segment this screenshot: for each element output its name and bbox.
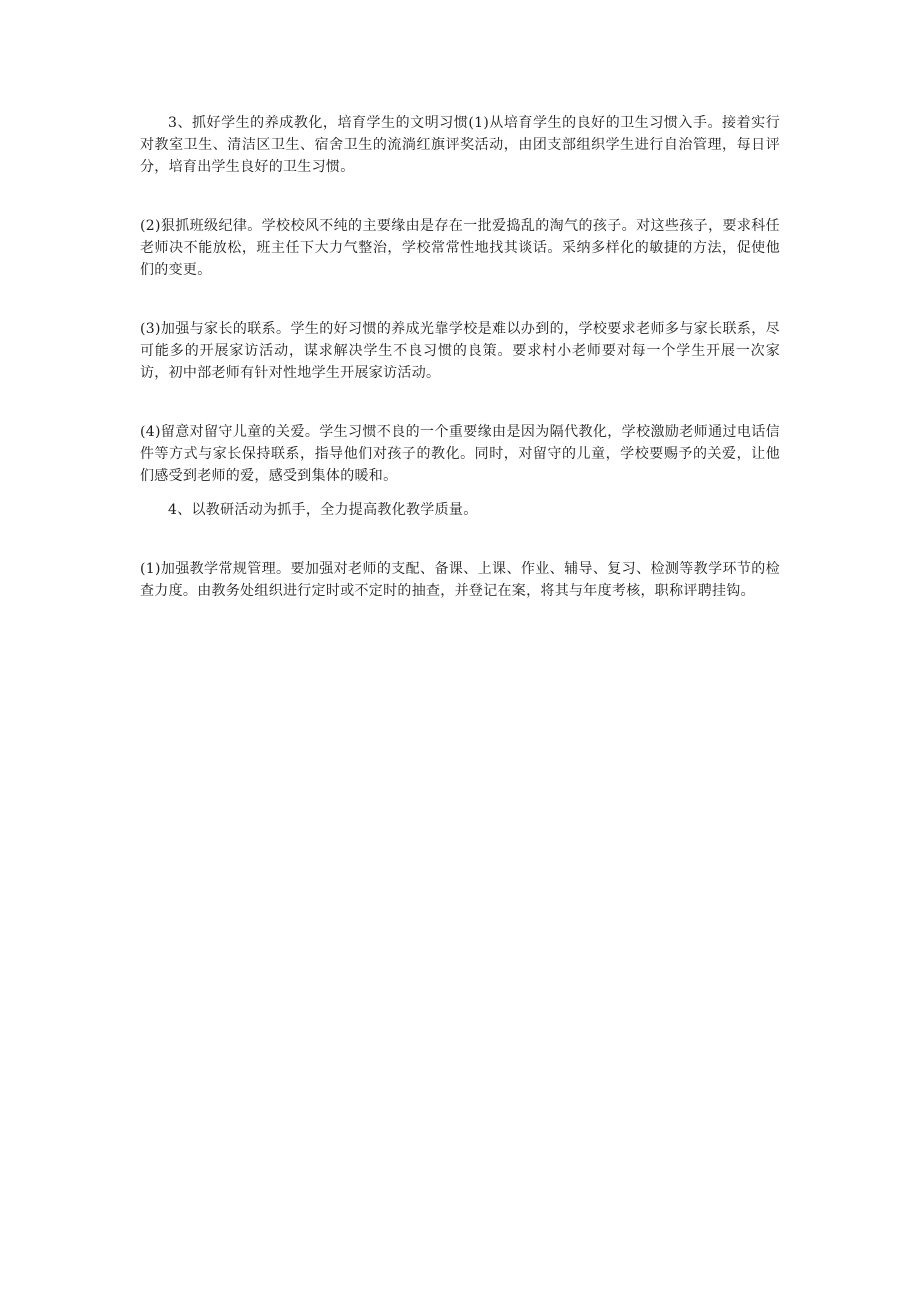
paragraph-class-discipline: (2)狠抓班级纪律。学校校风不纯的主要缘由是存在一批爱捣乱的淘气的孩子。对这些孩子，要求科任老师决不能放松，班主任下大力气整治，学校常常性地找其谈话。采纳多样化的敏捷的方法，促使他们的变更。 <box>140 218 780 278</box>
paragraph-parent-contact: (3)加强与家长的联系。学生的好习惯的养成光靠学校是难以办到的，学校要求老师多与家长联系，尽可能多的开展家访活动，谋求解决学生不良习惯的良策。要求村小老师要对每一个学生开展一次家访，初中部老师有针对性地学生开展家访活动。 <box>140 321 780 381</box>
paragraph-habit-education: 3、抓好学生的养成教化，培育学生的文明习惯(1)从培育学生的良好的卫生习惯入手。接着实行对教室卫生、清洁区卫生、宿舍卫生的流淌红旗评奖活动，由团支部组织学生进行自治管理，每日评分，培育出学生良好的卫生习惯。 <box>140 115 780 175</box>
document-body <box>140 112 780 602</box>
section-heading-teaching-research: 4、以教研活动为抓手，全力提高教化教学质量。 <box>168 502 478 518</box>
paragraph-left-behind-children: (4)留意对留守儿童的关爱。学生习惯不良的一个重要缘由是因为隔代教化，学校激励老师通过电话信件等方式与家长保持联系，指导他们对孩子的教化。同时，对留守的儿童，学校要赐予的关爱，让他们感受到老师的爱，感受到集体的暖和。 <box>140 424 780 484</box>
paragraph-teaching-routine: (1)加强教学常规管理。要加强对老师的支配、备课、上课、作业、辅导、复习、检测等教学环节的检查力度。由教务处组织进行定时或不定时的抽查，并登记在案，将其与年度考核，职称评聘挂钩。 <box>140 561 780 599</box>
